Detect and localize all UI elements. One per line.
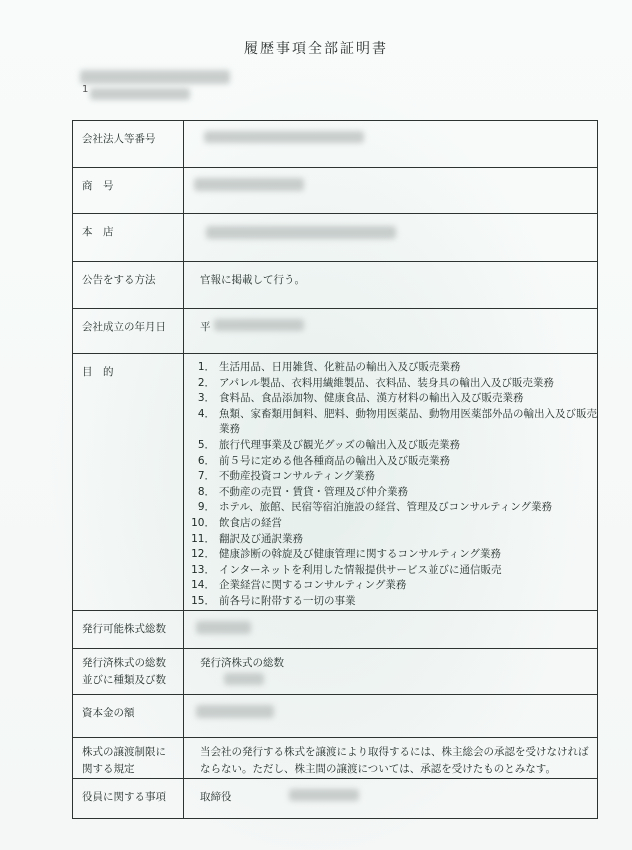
- purpose-item: 7． 不動産投資コンサルティング業務: [197, 470, 375, 483]
- row-head-office: [73, 214, 598, 262]
- redacted-capital: [196, 705, 274, 718]
- redacted-head-office: [206, 226, 396, 239]
- value-officers: [184, 778, 598, 818]
- label-capital: 資本金の額: [73, 694, 184, 737]
- label-corporate-number: 会社法人等番号: [73, 121, 184, 168]
- label-public-notice: 公告をする方法: [73, 262, 184, 309]
- label-establishment-date: 会社成立の年月日: [73, 309, 184, 354]
- purpose-item: 6． 前５号に定める他各種商品の輸出入及び販売業務: [197, 454, 450, 467]
- row-officers: [73, 778, 598, 818]
- purpose-item: 4． 魚類、家畜類用飼料、肥料、動物用医薬品、動物用医薬部外品の輸出入及び販売業務: [197, 407, 597, 436]
- redacted-header-line-2: [90, 88, 190, 100]
- value-authorized-shares: [184, 610, 598, 648]
- row-establishment-date: [73, 309, 598, 354]
- value-establishment-date: [184, 309, 598, 354]
- row-public-notice: [73, 262, 598, 309]
- redacted-officer-name: [289, 789, 359, 801]
- purpose-item: 14． 企業経営に関するコンサルティング業務: [191, 579, 407, 592]
- issued-shares-text: 発行済株式の総数: [200, 656, 284, 669]
- value-issued-shares: [184, 648, 598, 694]
- label-trade-name: 商 号: [73, 168, 184, 214]
- purpose-item: 8． 不動産の売買・賃貸・管理及び仲介業務: [197, 485, 408, 498]
- purpose-item: 2． アパレル製品、衣料用繊維製品、衣料品、装身具の輸出入及び販売業務: [197, 376, 554, 389]
- row-corporate-number: [73, 121, 598, 168]
- purpose-item: 12． 健康診断の斡旋及び健康管理に関するコンサルティング業務: [191, 548, 501, 561]
- label-officers: 役員に関する事項: [73, 778, 184, 818]
- label-authorized-shares: 発行可能株式総数: [73, 610, 184, 648]
- registry-table: [72, 120, 598, 819]
- label-head-office: 本 店: [73, 214, 184, 262]
- purpose-item: 5． 旅行代理事業及び観光グッズの輸出入及び販売業務: [197, 438, 460, 451]
- row-capital: [73, 694, 598, 737]
- value-public-notice: 官報に掲載して行う。: [184, 262, 598, 309]
- label-transfer-restriction: 株式の譲渡制限に 関する規定: [73, 737, 184, 778]
- label-issued-shares: 発行済株式の総数 並びに種類及び数: [73, 648, 184, 694]
- value-transfer-restriction: 当会社の発行する株式を譲渡により取得するには、株主総会の承認を受けなければならない。ただし、株主間の譲渡については、承認を受けたものとみなす。: [184, 737, 598, 778]
- value-trade-name: [184, 168, 598, 214]
- row-authorized-shares: [73, 610, 598, 648]
- redacted-issued-shares: [224, 673, 264, 685]
- purpose-item: 13． インターネットを利用した情報提供サービス並びに通信販売: [191, 563, 502, 576]
- purpose-item: 3． 食料品、食品添加物、健康食品、漢方材料の輸出入及び販売業務: [197, 392, 524, 405]
- value-purposes: [184, 354, 598, 611]
- redacted-trade-name: [194, 178, 304, 191]
- header-mark: 1: [82, 84, 89, 95]
- redacted-header-line-1: [80, 70, 230, 84]
- row-issued-shares: [73, 648, 598, 694]
- document-title: 履歴事項全部証明書: [244, 41, 388, 57]
- value-corporate-number: [184, 121, 598, 168]
- value-capital: [184, 694, 598, 737]
- row-transfer-restriction: [73, 737, 598, 778]
- purpose-item: 1． 生活用品、日用雑貨、化粧品の輸出入及び販売業務: [197, 361, 461, 373]
- officer-title: 取締役: [200, 790, 232, 803]
- label-purposes: 目 的: [73, 354, 184, 611]
- purpose-item: 10． 飲食店の経営: [191, 516, 282, 529]
- redacted-corporate-number: [204, 131, 364, 143]
- row-trade-name: [73, 168, 598, 214]
- purpose-item: 11． 翻訳及び通訳業務: [191, 532, 303, 545]
- purpose-list: [184, 360, 597, 610]
- purpose-item: 9． ホテル、旅館、民宿等宿泊施設の経営、管理及びコンサルティング業務: [197, 501, 553, 514]
- row-purposes: [73, 354, 598, 611]
- establishment-era: 平: [200, 321, 211, 333]
- value-head-office: [184, 214, 598, 262]
- purpose-item: 15． 前各号に附帯する一切の事業: [191, 594, 356, 607]
- redacted-establishment-date: [214, 319, 304, 331]
- redacted-authorized-shares: [196, 621, 251, 634]
